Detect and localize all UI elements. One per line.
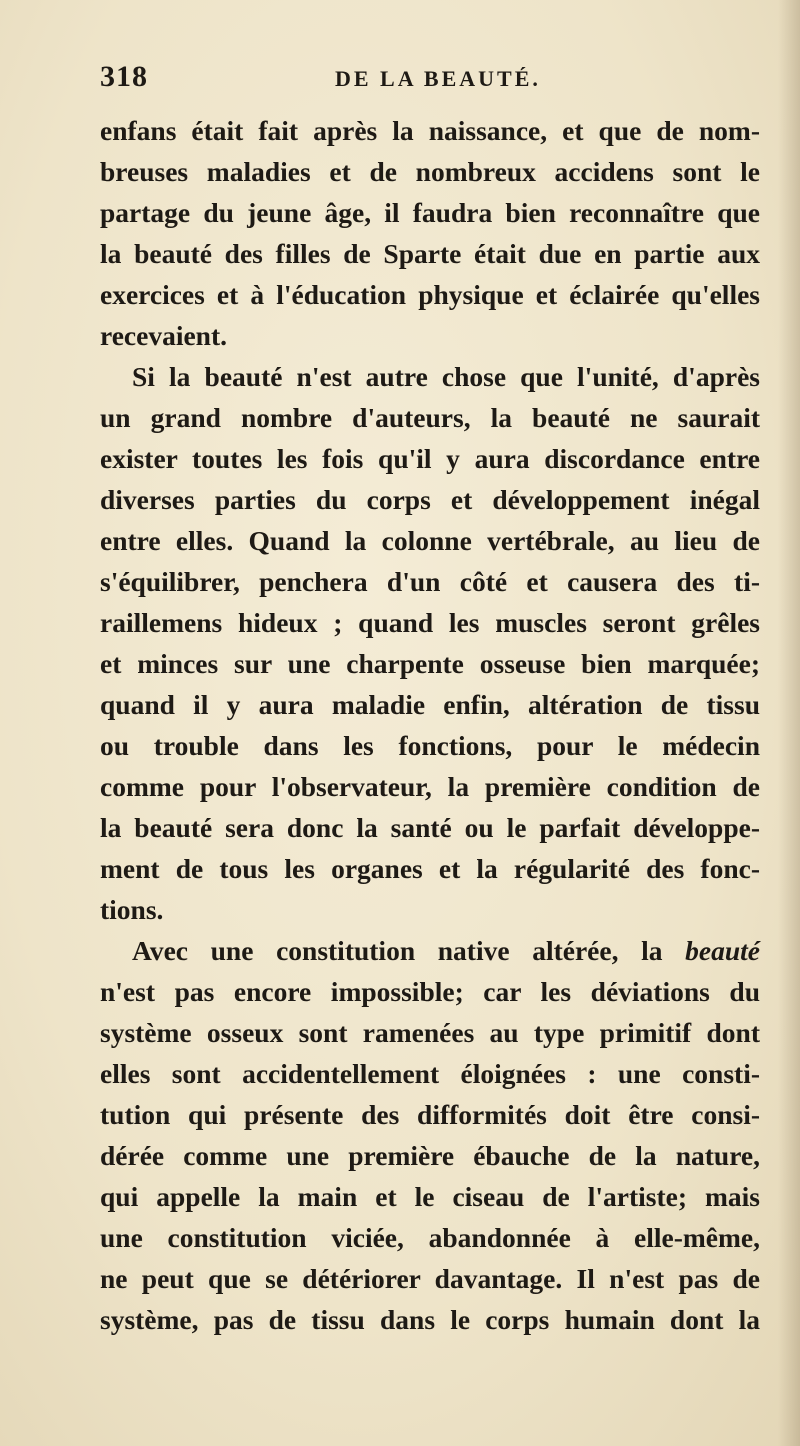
- text-line: ou trouble dans les fonctions, pour le médecin: [100, 730, 760, 761]
- text-line: partage du jeune âge, il faudra bien reconnaître que: [100, 197, 760, 228]
- text-line: exercices et à l'éducation physique et éclairée qu'elles: [100, 279, 760, 310]
- text-line: une constitution viciée, abandonnée à elle-même,: [100, 1222, 760, 1253]
- text-line: raillemens hideux ; quand les muscles seront grêles: [100, 607, 760, 638]
- text-line: entre elles. Quand la colonne vertébrale, au lieu de: [100, 525, 760, 556]
- text-line: tions.: [100, 894, 164, 925]
- text-line: la beauté des filles de Sparte était due en partie aux: [100, 238, 760, 269]
- text-line-with-italic: [100, 930, 760, 971]
- text-line: breuses maladies et de nombreux accidens sont le: [100, 156, 760, 187]
- text-line: s'équilibrer, penchera d'un côté et causera des ti-: [100, 566, 760, 597]
- page-edge-shadow: [778, 0, 800, 1446]
- text-line: diverses parties du corps et développement inégal: [100, 484, 760, 515]
- text-line: système osseux sont ramenées au type primitif dont: [100, 1017, 760, 1048]
- text-line: dérée comme une première ébauche de la nature,: [100, 1140, 760, 1171]
- text-line: ment de tous les organes et la régularité des fonc-: [100, 853, 760, 884]
- body-text: [100, 110, 760, 1340]
- text-line: ne peut que se détériorer davantage. Il n'est pas de: [100, 1263, 760, 1294]
- text-line: la beauté sera donc la santé ou le parfait développe-: [100, 812, 760, 843]
- text-line: exister toutes les fois qu'il y aura discordance entre: [100, 443, 760, 474]
- text-line: qui appelle la main et le ciseau de l'artiste; mais: [100, 1181, 760, 1212]
- text-line: enfans était fait après la naissance, et que de nom-: [100, 115, 760, 146]
- text-line: recevaient.: [100, 320, 227, 351]
- italic-word: beauté: [685, 935, 760, 966]
- text-line: n'est pas encore impossible; car les déviations du: [100, 976, 760, 1007]
- page-number: 318: [100, 60, 148, 93]
- text-line: Si la beauté n'est autre chose que l'unité, d'après: [132, 361, 760, 392]
- text-line: quand il y aura maladie enfin, altération de tissu: [100, 689, 760, 720]
- text-line: elles sont accidentellement éloignées : une consti-: [100, 1058, 760, 1089]
- running-head: DE LA BEAUTÉ.: [335, 66, 541, 91]
- page-header: [100, 60, 760, 100]
- text-line: tution qui présente des difformités doit être consi-: [100, 1099, 760, 1130]
- text-line: comme pour l'observateur, la première condition de: [100, 771, 760, 802]
- text-line: système, pas de tissu dans le corps humain dont la: [100, 1304, 760, 1335]
- text-line: et minces sur une charpente osseuse bien marquée;: [100, 648, 760, 679]
- text-line: un grand nombre d'auteurs, la beauté ne saurait: [100, 402, 760, 433]
- text-line-part: Avec une constitution native altérée, la: [132, 935, 663, 966]
